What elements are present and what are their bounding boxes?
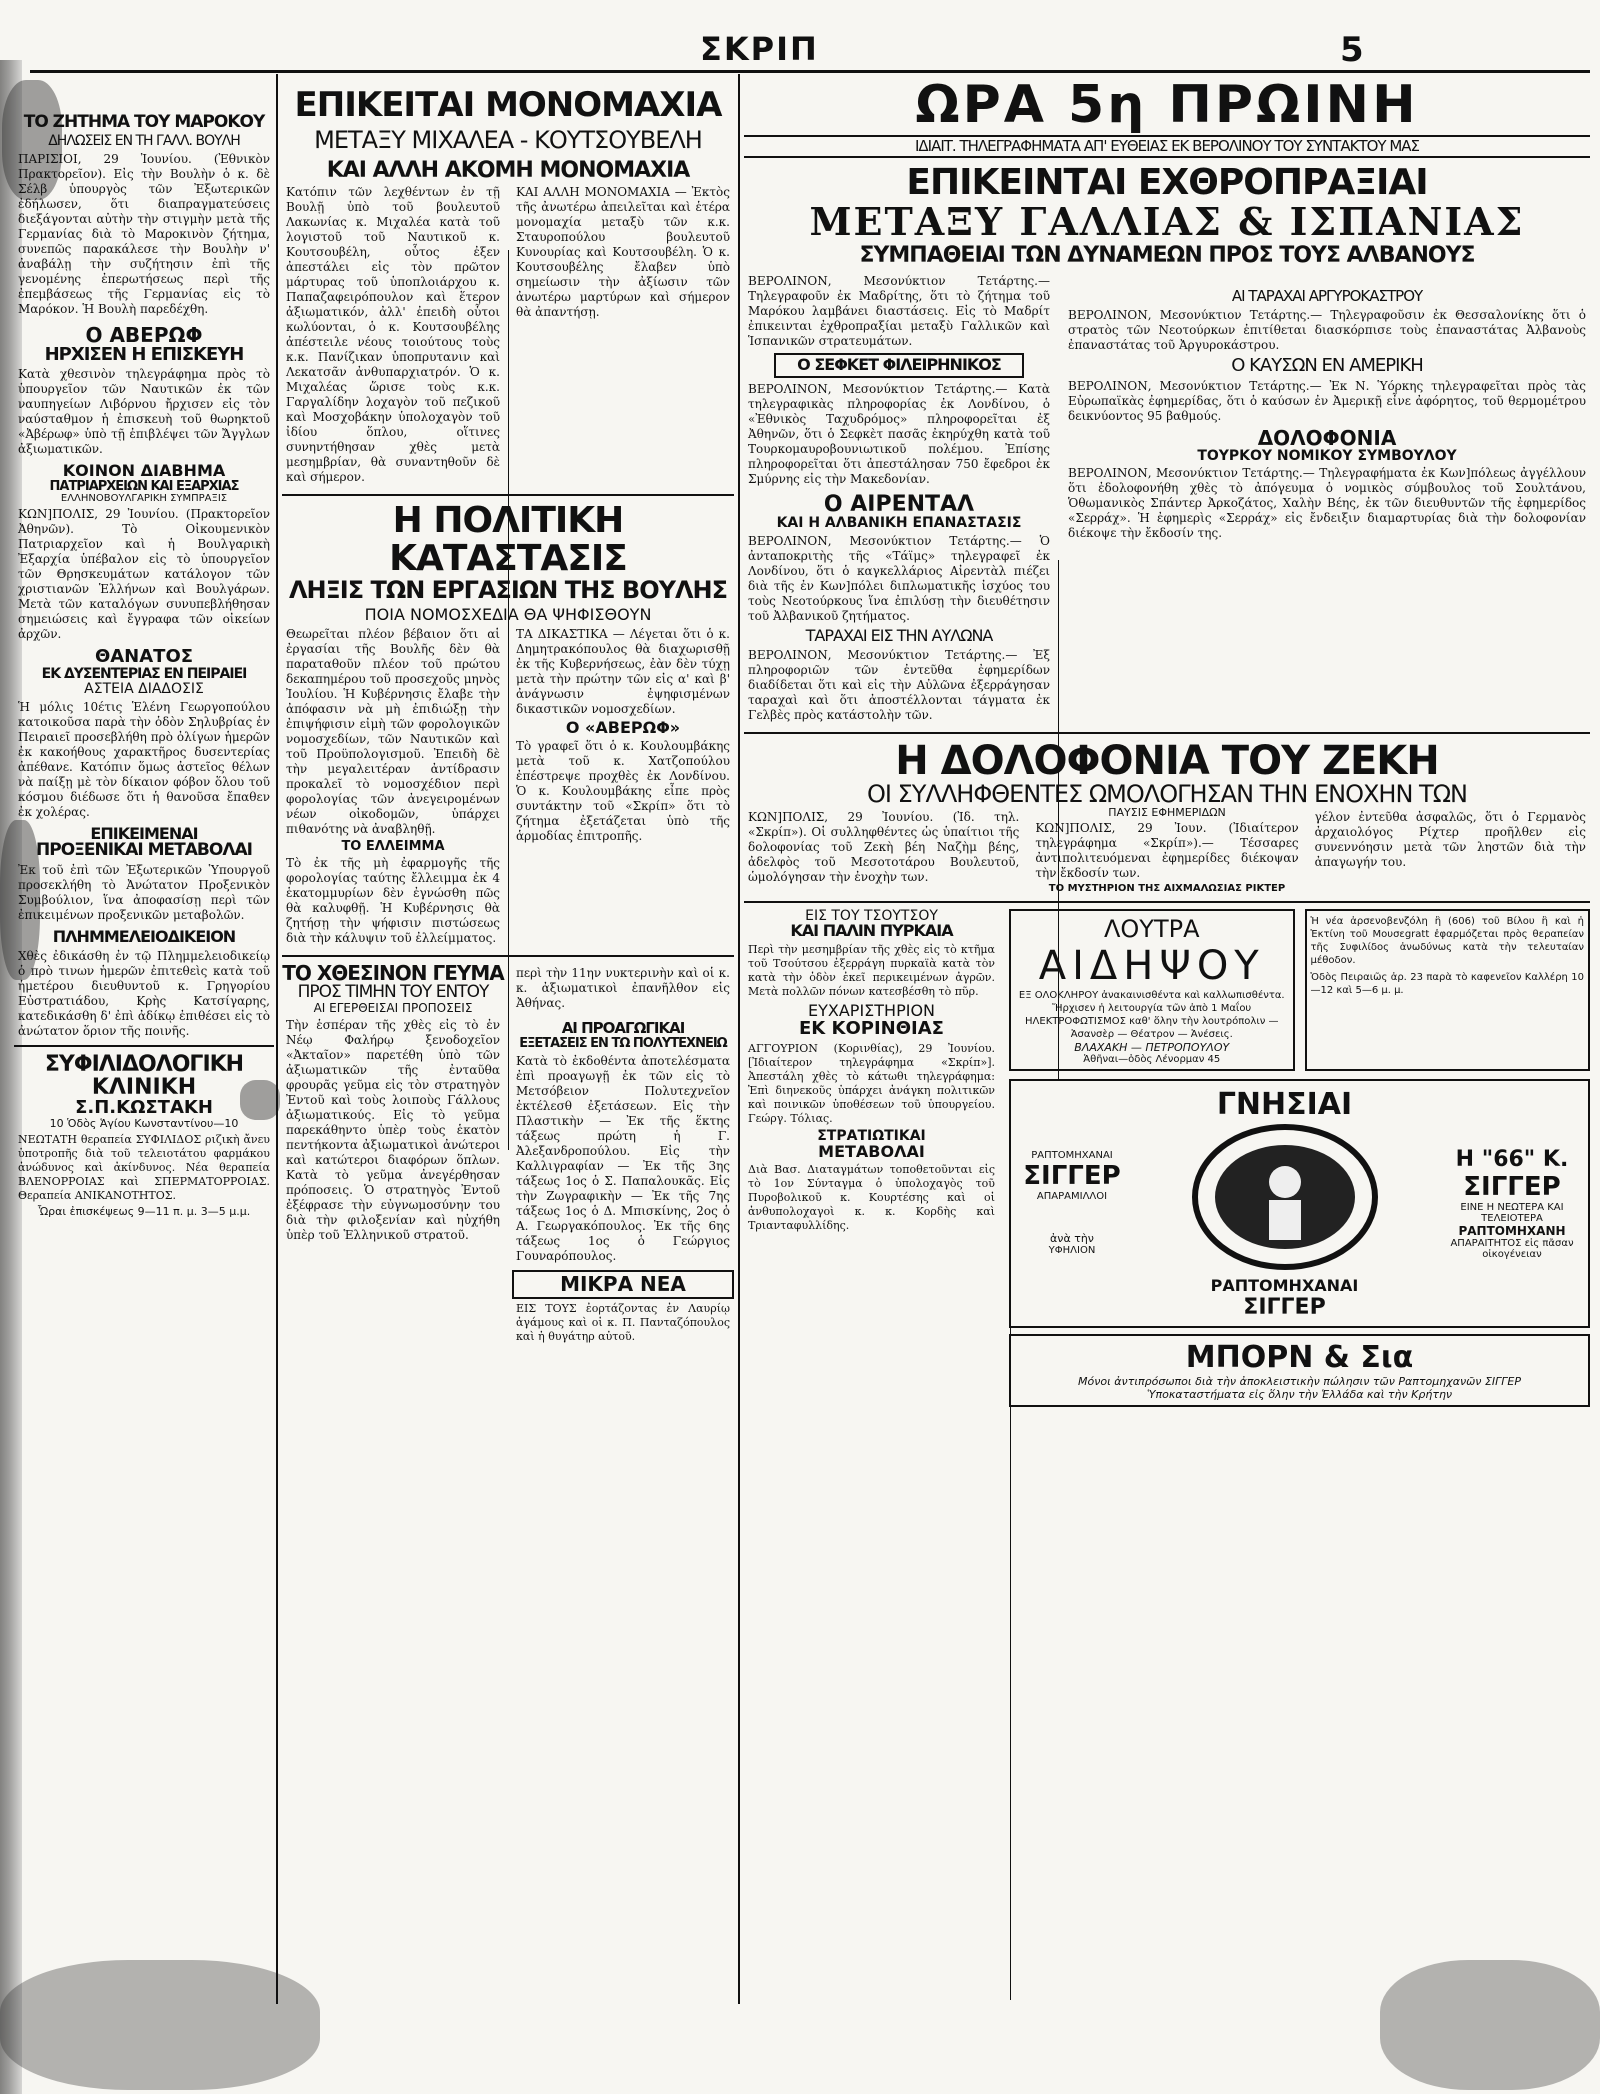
banner-headline: ΩΡΑ 5η ΠΡΩΙΝΗ [915,75,1419,135]
divider [744,732,1590,734]
article-text: Κατόπιν τῶν λεχθέντων ἐν τῇ Βουλῇ ὑπὸ τοῦ βουλευτοῦ Λακωνίας κ. Μιχαλέα κατὰ τοῦ λογιστοῦ τοῦ Ναυτικοῦ κ. Κουτσουβέλη, οὗτος ἐξεν ἀπεστάλει εἰς τὸν πρῶτον μάρτυρας τοῦ ὑποπλοιάρχου κ. Παπαζαφειρόπουλον καὶ ἕτερον ἀξιωματικόν, ἀλλ' ἐπειδὴ οὗτοι κωλύονται, ὁ κ. Κουτσουβέλης ἀπέστειλε νέους τοιούτους τοὺς κ.κ. Πανίζικαν ὑποπρυτανιν καὶ Λεκατσᾶν ἀνθυπαρχιατρόν. Ὁ κ. Μιχαλέας ὥρισε τοὺς κ.κ. Γαργαλίδην λοχαγὸν τοῦ πεζικοῦ καὶ Μοσχοβάκην ὑπολοχαγὸν τοῦ ἰδίου ὅπλου, οἵτινες συνηντήθησαν χθὲς μετὰ μεσημβρίαν, θὰ συναντηθοῦν δὲ καὶ σήμερον. [286,184,500,484]
article-text: ΒΕΡΟΛΙΝΟΝ, Μεσονύκτιον Τετάρτης.— Ὁ ἀνταποκριτὴς τῆς «Τάϊμς» τηλεγραφεῖ ἐκ Λονδίνου, ὅτι ὁ καγκελλάριος Αἰρεντὰλ πιέζει διὰ τῆς ἐν Κων]πόλει διπλωματικῆς ἰσχύος του τοὺς Νεοτούρκους ἵνα ἐπιλύσῃ τὴν διευθέτησιν τοῦ Ἀλβανικοῦ ζητήματος. [748,533,1050,623]
ads-column [1009,909,1590,1407]
ad-title: ΜΠΟΡΝ & Σια [1185,1339,1414,1375]
article-text: ΕΙΣ ΤΟΥΣ ἐορτάζοντας ἐν Λαυρίῳ ἀγάμους καὶ οἱ κ. Π. Πανταζόπουλος καὶ ἡ θυγάτηρ αὐτοῦ. [516,1301,730,1343]
ad-line: Η "66" Κ. [1455,1146,1569,1172]
ad-line: ἀνὰ τὴν [1050,1232,1094,1246]
right-half [744,74,1590,1999]
section-heading: ΠΑΥΣΙΣ ΕΦΗΜΕΡΙΔΩΝ [1108,805,1226,819]
column-rule [276,74,278,2004]
ad-text: Ἡ νέα ἀρσενοβενζόλη ἢ (606) τοῦ Βίλου ἢ καὶ ἡ Ἐκτίνη τοῦ Μουσεgratt ἐφαρμόζεται πρὸς θεραπείαν τῆς Συφιλίδος ἀνωδύνως κατὰ τὴν τελευταίαν μέθοδον. [1310,915,1584,966]
column-1 [14,74,274,1999]
article-text: Ἡ μόλις 10έτις Ἑλένη Γεωργοπούλου κατοικοῦσα παρὰ τὴν ὁδὸν Σηλυβρίας ἐν Πειραιεῖ προσεβλήθη πρὸ ὀλίγων ἡμερῶν ἐκ κακοήθους χαρακτῆρος δυσεντερίας ἀπέθανε. Κατόπιν ὅμως ἀστεῖος θέλων νὰ παίξῃ μὲ τὸν δίκαιον φόβον ὅλου τοῦ κόσμου διέδωσε ὅτι ἡ θανοῦσα ἔπαθεν ἐκ χολέρας. [18,699,270,819]
ad-line: ΡΑΠΤΟΜΗΧΑΝΗ [1458,1223,1566,1238]
headline: ΠΛΗΜΜΕΛΕΙΟΔΙΚΕΙΟΝ [52,927,236,947]
text-column [282,963,504,1346]
text-column [744,909,999,1407]
article-text: ΤΑ ΔΙΚΑΣΤΙΚΑ — Λέγεται ὅτι ὁ κ. Δημητρακόπουλος θὰ διαχωρισθῇ ἐκ τῆς Κυβερνήσεως, ἐὰν δὲν τύχῃ μετὰ τὴν πρώτην τῶν εἰς α' καὶ β' ἀνάγνωσιν ἐψηφισμένων δικαστικῶν νομοσχεδίων. [516,626,730,716]
advert-singer [1009,1079,1590,1328]
article-text: Κατὰ χθεσινὸν τηλεγράφημα πρὸς τὸ ὑπουργεῖον τῶν Ναυτικῶν ἐκ τῶν ναυπηγείων Λιβόρνου ἤρχισεν εἰς τὸν ναύσταθμον ἡ ἐπισκευὴ τοῦ θωρηκτοῦ «Ἀβέρωφ» ὑπὸ τῇ ἐπιβλέψει τῶν Ἄγγλων ἀξιωματικῶν. [18,367,270,457]
subheadline: ΕΚ ΚΟΡΙΝΘΙΑΣ [799,1018,944,1040]
subheadline: ΕΞΕΤΑΣΕΙΣ ΕΝ ΤΩ ΠΟΛΥΤΕΧΝΕΙΩ [519,1035,727,1051]
ad-row [1009,909,1590,1071]
section-heading: ΤΟ ΜΥΣΤΗΡΙΟΝ ΤΗΣ ΑΙΧΜΑΛΩΣΙΑΣ ΡΙΚΤΕΡ [1048,883,1286,895]
article-text: ΚΩΝ]ΠΟΛΙΣ, 29 Ἰουνίου. (Πρακτορεῖον Ἀθηνῶν). Τὸ Οἰκουμενικὸν Πατριαρχεῖον καὶ ἡ Βουλγαρικὴ Ἐξαρχία ὑπέβαλον εἰς τὸ ὑπουργεῖον τῶν Θρησκευμάτων κατάλογον τῶν χριστιανῶν Ἑλλήνων καὶ Βουλγάρων. Μετὰ τῶν καταλόγων συνυπεβλήθησαν σημειώσεις καὶ ἔγγραφα τῶν οἰκείων ἀρχῶν. [18,507,270,642]
article-text: γέλον ἐντεῦθα ἀσφαλῶς, ὅτι ὁ Γερμανὸς ἀρχαιολόγος Ρίχτερ προῆλθεν εἰς συνεννόησιν μετὰ τῶν ληστῶν διὰ τὴν ἀπαγωγήν του. [1314,809,1586,869]
text-column [1064,271,1590,725]
ad-line: ΕΙΝΕ Η ΝΕΩΤΕΡΑ ΚΑΙ ΤΕΛΕΙΟΤΕΡΑ [1460,1201,1564,1224]
ad-text: Μόνοι ἀντιπρόσωποι διὰ τὴν ἀποκλειστικὴν πώλησιν τῶν Ραπτομηχανῶν ΣΙΓΓΕΡ [1077,1374,1521,1388]
two-col-text [744,271,1590,725]
article-text: ΒΕΡΟΛΙΝΟΝ, Μεσονύκτιον Τετάρτης.— Ἐκ Ν. Ὑόρκης τηλεγραφεῖται πρὸς τὰς Εὐρωπαϊκὰς ἐφημερίδας, ὅτι ὁ καύσων ἐν Ἀμερικῇ εἶνε ἀφόρητος, τοῦ θερμομέτρου δεικνύοντος 95 βαθμούς. [1068,378,1586,423]
ad-hours: Ὧραι ἐπισκέψεως 9—11 π. μ. 3—5 μ.μ. [37,1204,251,1218]
advert-aidipsos [1009,909,1295,1071]
text-column [1031,807,1302,895]
subheadline: ΠΡΟΞΕΝΙΚΑΙ ΜΕΤΑΒΟΛΑΙ [36,840,252,861]
article-text: ΒΕΡΟΛΙΝΟΝ, Μεσονύκτιον Τετάρτης.— Τηλεγραφοῦσιν ἐκ Θεσσαλονίκης ὅτι ὁ στρατὸς τῶν Νεοτούρκων ἐπιτίθεται διασκόρπισε τοὺς ἐπαναστάτας Ἀλβανοὺς ἐπαναστάτας τοῦ Ἀργυροκάστρου. [1068,307,1586,352]
singer-left [1017,1150,1127,1256]
masthead-rule [30,70,1590,73]
ad-line: ΡΑΠΤΟΜΗΧΑΝΑΙ [1031,1150,1113,1162]
subheadline: ΠΡΟΣ ΤΙΜΗΝ ΤΟΥ ΕΝΤΟΥ [297,982,489,1003]
divider [282,494,734,496]
article-text: Διὰ Βασ. Διαταγμάτων τοποθετοῦνται εἰς τὸ 1ον Σύνταγμα ὁ ὑπολοχαγὸς τοῦ Πυροβολικοῦ κ. Κουρτέσης καὶ οἱ ἀνθυπολοχαγοὶ κ. κ. Κορδὴς καὶ Τριανταφυλλίδης. [748,1163,995,1233]
subheadline: ΛΗΞΙΣ ΤΩΝ ΕΡΓΑΣΙΩΝ ΤΗΣ ΒΟΥΛΗΣ [288,575,728,604]
paper-name: ΣΚΡΙΠ [700,30,819,68]
subheadline: ΣΥΜΠΑΘΕΙΑΙ ΤΩΝ ΔΥΝΑΜΕΩΝ ΠΡΟΣ ΤΟΥΣ ΑΛΒΑΝΟΥΣ [859,243,1475,269]
headline: ΣΤΡΑΤΙΩΤΙΚΑΙ [817,1127,926,1144]
section-heading: ΤΟ ΕΛΛΕΙΜΜΑ [341,838,445,854]
article-text: Θεωρεῖται πλέον βέβαιον ὅτι αἱ ἐργασίαι τῆς Βουλῆς δὲν θὰ παραταθοῦν πλέον τοῦ πρώτου δεκαπημέρου τοῦ προσεχοῦς μηνὸς Ἰουλίου. Ἡ Κυβέρνησις ἔλαβε τὴν ἀπόφασιν νὰ μὴ ἐπιδιώξῃ τὴν ἐπιψήφισιν εἰμὴ τῶν φορολογικῶν νομοσχεδίων, τῶν Ναυτικῶν καὶ τοῦ Προϋπολογισμοῦ. Ἐπειδὴ δὲ τὴν μεγαλειτέραν ἀντίδρασιν προκαλεῖ τὸ νομοσχέδιον περὶ φορολογίας τῶν ἀνεγειρομένων νέων οἰκοδομῶν, ὑπάρχει πιθανότης νὰ ἀναβληθῇ. [286,626,500,836]
ad-line: ΡΑΠΤΟΜΗΧΑΝΑΙ [1210,1275,1359,1295]
ad-address: 10 Ὁδὸς Ἁγίου Κωνσταντίνου—10 [49,1117,239,1131]
headline: ΜΙΚΡΑ ΝΕΑ [512,1270,734,1299]
headline: Η ΠΟΛΙΤΙΚΗ ΚΑΤΑΣΤΑΣΙΣ [389,499,627,579]
divider [14,1045,274,1047]
article-text: Τὸ ἐκ τῆς μὴ ἐφαρμογῆς τῆς φορολογίας ταύτης ἔλλειμμα ἐκ 4 ἑκατομμυρίων δὲν ἐγνώσθη πῶς θὰ καλυφθῇ. Ἡ Κυβέρνησις θὰ ζητήσῃ τὴν ψήφισιν πιστώσεως διὰ τὴν κάλυψιν τοῦ ἐλλείμματος. [286,856,500,946]
ad-address: Ἀθῆναι—ὁδὸς Λένορμαν 45 [1083,1053,1221,1065]
headline: ΕΙΣ ΤΟΥ ΤΣΟΥΤΣΟΥ [805,907,938,924]
headline: ΕΠΙΚΕΙΤΑΙ ΜΟΝΟΜΑΧΙΑ [294,85,722,125]
text-column [512,624,734,950]
subheadline: ΑΙ ΕΓΕΡΘΕΙΣΑΙ ΠΡΟΠΟΣΕΙΣ [313,1001,473,1016]
headline: Η ΔΟΛΟΦΟΝΙΑ ΤΟΥ ΖΕΚΗ [895,737,1439,784]
headline: ΕΥΧΑΡΙΣΤΗΡΙΟΝ [808,1001,935,1021]
masthead [0,30,1600,70]
subheadline: ΠΟΙΑ ΝΟΜΟΣΧΕΔΙΑ ΘΑ ΨΗΦΙΣΘΟΥΝ [364,604,652,624]
column-2-3 [282,74,734,1999]
advert-clinic [1305,909,1591,1071]
bottom-row [744,909,1590,1407]
two-col-text [282,182,734,488]
headline: ΕΠΙΚΕΙΜΕΝΑΙ [90,823,198,843]
divider [282,955,734,957]
headline: ΚΟΙΝΟΝ ΔΙΑΒΗΜΑ [62,461,226,481]
headline: ΑΙ ΠΡΟΑΓΩΓΙΚΑΙ [561,1019,685,1038]
subheadline: ΔΗΛΩΣΕΙΣ ΕΝ ΤΗ ΓΑΛΛ. ΒΟΥΛΗ [48,132,240,149]
article-text: ΒΕΡΟΛΙΝΟΝ, Μεσονύκτιον Τετάρτης.— Τηλεγραφοῦν ἐκ Μαδρίτης, ὅτι τὸ ζήτημα τοῦ Μαρόκου λαμβάνει διαστάσεις. Εἰς τὸ Μαδρίτ ἐπικεινται ἐχθροπραξίαι μεταξὺ Γαλλικῶν καὶ Ἱσπανικῶν στρατευμάτων. [748,274,1050,349]
article-text: ΠΑΡΙΣΙΟΙ, 29 Ἰουνίου. (Ἐθνικὸν Πρακτορεῖον). Εἰς τὴν Βουλὴν ὁ κ. δὲ Σέλβ ὑπουργὸς τῶν Ἐξωτερικῶν ἐδήλωσεν, ὅτι διαπραγματεύσεις διεξάγονται αὐτὴν τὴν στιγμὴν μετὰ τῆς Γερμανίας διὰ τὸ Μαροκινὸν ζήτημα, συνεπῶς παρακάλεσε τὴν Βουλὴν ν' ἀναβάλῃ τὴν συζήτησιν ἐπὶ τῆς γενομένης ἐπερωτήσεως περὶ τῆς ἐπεμβάσεως τῆς Γερμανίας εἰς τὸ Μαρόκον. Ἡ Βουλὴ παρεδέχθη. [18,151,270,316]
subheadline: ΕΛΛΗΝΟΒΟΥΛΓΑΡΙΚΗ ΣΥΜΠΡΑΞΙΣ [60,492,228,504]
headline: ΑΙ ΤΑΡΑΧΑΙ ΑΡΓΥΡΟΚΑΣΤΡΟΥ [1231,287,1423,306]
text-column [282,624,504,950]
subheadline: ΗΡΧΙΣΕΝ Η ΕΠΙΣΚΕΥΗ [44,343,244,365]
article-text: περὶ τὴν 11ην νυκτερινὴν καὶ οἱ κ. κ. ἀξιωματικοὶ ἐπανῆλθον εἰς Ἀθήνας. [516,966,730,1011]
article-text: ΚΩΝ]ΠΟΛΙΣ, 29 Ἰουνίου. (Ἰδ. τηλ. «Σκρίπ»). Οἱ συλληφθέντες ὡς ὑπαίτιοι τῆς δολοφονίας τοῦ Ζεκὴ βέη Ναζὴμ βέης, ἀδελφὸς τοῦ Μεσοτοτάρου Βουλευτοῦ, ὡμολόγησαν τὴν ἐνοχὴν των. [748,809,1020,884]
singer-right [1442,1147,1582,1260]
three-col-text [744,807,1590,895]
article-text: Περὶ τὴν μεσημβρίαν τῆς χθὲς εἰς τὸ κτῆμα τοῦ Τσούτσου ἐξερράγη πυρκαϊὰ κατὰ τὸν κατὰ τὴν ὁδὸν ἐκεῖ περικειμένων ἀγρῶν. Μετὰ πολλῶν πόνων κατεσβέσθη τὸ πῦρ. [748,943,995,999]
ad-text: ΝΕΩΤΑΤΗ θεραπεία ΣΥΦΙΛΙΔΟΣ ριζικὴ ἄνευ ὑποτροπῆς διὰ τοῦ τελειοτάτου φαρμάκου ἀνώδυνος καὶ ἀκίνδυνος. Νέα θεραπεία ΒΛΕΝΟΡΡΟΙΑΣ καὶ ΣΠΕΡΜΑΤΟΡΡΟΙΑΣ. Θεραπεία ΑΝΙΚΑΝΟΤΗΤΟΣ. [18,1132,270,1202]
ad-line: ΥΦΗΛΙΟΝ [1048,1245,1096,1257]
two-col-text [282,963,734,1346]
ad-doctor: Σ.Π.ΚΩΣΤΑΚΗ [75,1097,213,1119]
headline: ΤΟ ΧΘΕΣΙΝΟΝ ΓΕΥΜΑ [282,961,504,986]
subheadline: ΟΙ ΣΥΛΛΗΦΘΕΝΤΕΣ ΩΜΟΛΟΓΗΣΑΝ ΤΗΝ ΕΝΟΧΗΝ ΤΩΝ [867,779,1467,808]
page-number: 5 [1340,30,1364,70]
article-text: ΒΕΡΟΛΙΝΟΝ, Μεσονύκτιον Τετάρτης.— Ἐξ πληροφοριῶν τῶν ἐντεῦθα ἐφημερίδων διαδίδεται ὅτι καὶ εἰς τὴν Αὐλῶνα ἐξερράγησαν ταραχαὶ καὶ ὅτι ἀποστέλλονται τάγματα ἐκ Γελβὲς πρὸς κατάστολὴν τῶν. [748,647,1050,722]
column-rule [738,74,740,2004]
article-text: Κατὰ τὸ ἐκδοθέντα ἀποτελέσματα ἐπὶ προαγωγῇ ἐκ τῶν εἰς τὸ Μετσόβειον Πολυτεχνεῖον ἐκτέλεσθ ἐξετάσεων. Εἰς τὴν Πλαστικὴν — Ἐκ τῆς ἕκτης τάξεως πρώτη ἡ Γ. Ἀλεξανδροπούλου. Εἰς τὴν Καλλιγραφίαν — Ἐκ τῆς 3ης τάξεως 1ος ὁ Σ. Παπαλουκᾶς. Εἰς τὴν Ζωγραφικὴν — Ἐκ τῆς 7ης τάξεως 1ος ὁ Δ. Μπισκίνης, 2ος ὁ Α. Γεωργακόπουλος. Ἐκ τῆς 6ης τάξεως 1ος ὁ Γεώργιος Γουναρόπουλος. [516,1053,730,1263]
article-text: Χθὲς ἐδικάσθη ἐν τῷ Πλημμελειοδικείῳ ὁ πρὸ τινων ἡμερῶν ἐπιτεθεὶς κατὰ τοῦ ἡμετέρου διευθυντοῦ κ. Γρηγορίου Εὐστρατιάδου, Κρὴς Κατσίγαρης, κατεδικάσθη δ' ἐπὶ ἀδίκῳ ἐπιθέσει εἰς τὸ ἀνώτατον ὅριον τῆς ποινῆς. [18,949,270,1039]
subheadline: ΚΑΙ ΠΑΛΙΝ ΠΥΡΚΑΙΑ [790,921,953,941]
ad-signature: ΒΛΑΧΑΚΗ — ΠΕΤΡΟΠΟΥΛΟΥ [1074,1040,1230,1054]
ad-pretitle: ΛΟΥΤΡΑ [1103,914,1200,943]
singer-emblem [1133,1087,1436,1320]
ad-line: ΑΠΑΡΑΜΙΛΛΟΙ [1036,1191,1108,1203]
ad-line: ΣΙΓΓΕΡ [1463,1171,1561,1202]
subheadline: ΜΕΤΑΞΥ ΜΙΧΑΛΕΑ - ΚΟΥΤΣΟΥΒΕΛΗ [314,125,702,154]
headline: ΜΕΤΑΞΥ ΓΑΛΛΙΑΣ & ΙΣΠΑΝΙΑΣ [809,199,1525,245]
headline: ΤΟ ΖΗΤΗΜΑ ΤΟΥ ΜΑΡΟΚΟΥ [23,112,265,132]
subheadline: ΕΚ ΔΥΣΕΝΤΕΡΙΑΣ ΕΝ ΠΕΙΡΑΙΕΙ [41,666,247,683]
headline: Ο ΚΑΥΣΩΝ ΕΝ ΑΜΕΡΙΚΗ [1231,354,1423,376]
headline: Ο ΑΒΕΡΩΦ [85,322,203,347]
ad-line: ΣΙΓΓΕΡ [1023,1161,1121,1192]
ad-text: Ὑποκαταστήματα εἰς ὅλην τὴν Ἑλλάδα καὶ τὴν Κρήτην [1146,1387,1453,1401]
sewing-woman-emblem [1185,1122,1385,1272]
divider [744,901,1590,903]
article-text: ΚΩΝ]ΠΟΛΙΣ, 29 Ἰουν. (Ἰδιαίτερον τηλεγράφημα «Σκρίπ»).— Τέσσαρες ἀντιπολιτευόμεναι ἐφημερίδες διέκοψαν τὴν ἔκδοσίν των. [1035,821,1299,881]
subheadline: ΑΣΤΕΙΑ ΔΙΑΔΟΣΙΣ [84,680,204,697]
ad-title: ΑΙΔΗΨΟΥ [1038,942,1265,989]
subheadline: ΜΕΤΑΒΟΛΑΙ [818,1141,925,1161]
headline: Ο ΣΕΦΚΕΤ ΦΙΛΕΙΡΗΝΙΚΟΣ [774,353,1024,378]
headline: ΔΟΛΟΦΟΝΙΑ [1257,425,1397,450]
subheadline: ΤΟΥΡΚΟΥ ΝΟΜΙΚΟΥ ΣΥΜΒΟΥΛΟΥ [1197,447,1457,464]
two-col-text [282,624,734,950]
article-text: ΑΓΓΟΥΡΙΟΝ (Κορινθίας), 29 Ἰουνίου. [Ἰδιαίτερον τηλεγράφημα «Σκρίπ»]. Ἀπεστάλη χθὲς τὸ κάτωθι τηλεγράφημα: Ἐπὶ διηνεκοῦς ὑπάρχει ἀνάγκη πολιτικῶν καὶ ποινικῶν ὑποθέσεων τοῦ ὑπουργείου. Γεώργ. Τόλιας. [748,1041,995,1125]
ad-title: ΣΥΦΙΛΙΔΟΛΟΓΙΚΗ [44,1052,244,1078]
advert-born [1009,1334,1590,1407]
headline: ΕΠΙΚΕΙΝΤΑΙ ΕΧΘΡΟΠΡΑΞΙΑΙ [906,162,1428,204]
ad-line: ΣΙΓΓΕΡ [1243,1294,1326,1320]
headline: ΤΑΡΑΧΑΙ ΕΙΣ ΤΗΝ ΑΥΛΩΝΑ [805,625,993,645]
subheadline: ΠΑΤΡΙΑΡΧΕΙΩΝ ΚΑΙ ΕΞΑΡΧΙΑΣ [49,479,239,495]
article-text: Ἐκ τοῦ ἐπὶ τῶν Ἐξωτερικῶν Ὑπουργοῦ προσεκλήθη τὸ Ἀνώτατον Προξενικὸν Συμβούλιον, ἵνα ἀποφασίσῃ περὶ τῶν ἐπικειμένων προξενικῶν μεταβολῶν. [18,863,270,923]
headline: Ο ΑΙΡΕΝΤΑΛ [823,491,975,517]
article-text: ΚΑΙ ΑΛΛΗ ΜΟΝΟΜΑΧΙΑ — Ἐκτὸς τῆς ἀνωτέρω ἀπειλεῖται καὶ ἑτέρα μονομαχία μεταξὺ τῶν κ.κ. Σταυροπούλου βουλευτοῦ Κυνουρίας καὶ Κουτσουβέλη. Ὁ κ. Κουτσουβέλης ἔλαβεν ὑπὸ σημείωσιν τὴν ἀξίωσιν τῶν ἀνωτέρω μαρτύρων καὶ σήμερον θὰ ἀπαντήσῃ. [516,184,730,319]
ad-line: ΑΠΑΡΑΙΤΗΤΟΣ εἰς πᾶσαν οἰκογένειαν [1450,1237,1574,1260]
headline: ΘΑΝΑΤΟΣ [94,646,194,668]
article-text: Τὸ γραφεῖ ὅτι ὁ κ. Κουλουμβάκης μετὰ τοῦ κ. Χατζοπούλου ἐπέστρεψε προχθὲς ἐκ Λονδίνου. Ὁ κ. Κουλουμβάκης εἶπε πρὸς συντάκτην τοῦ «Σκρίπ» ὅτι τὸ ζήτημα ἐξετάζεται ὑπὸ τῆς ἁρμοδίας ἐπιτροπῆς. [516,739,730,844]
ad-address: Ὁδὸς Πειραιῶς ἀρ. 23 παρὰ τὸ καφενεῖον Καλλέρη 10—12 καὶ 5—6 μ. μ. [1310,971,1584,996]
article-text: Τὴν ἑσπέραν τῆς χθὲς εἰς τὸ ἐν Νέῳ Φαλήρῳ ξενοδοχεῖον «Ἀκταῖον» παρετέθη ὑπὸ τῶν ἀξιωματικῶν τῆς ἐνταῦθα φρουρᾶς γεῦμα εἰς τὸν στρατηγὸν Ἐντοῦ καὶ τοὺς λοιποὺς Γάλλους ἀξιωματικούς. Εἰς τὸ γεῦμα παρεκάθηντο ὑπὲρ τοὺς ἑκατὸν πεντήκοντα ἀξιωματικοὶ ἀνώτεροι καὶ κατώτεροι διαφόρων ὅπλων. Κατὰ τὸ γεῦμα ἀνεγέρθησαν πρόποσεις. Ὁ στρατηγὸς Ἐντοῦ ἐξέφρασε τὴν εὐγνωμοσύνην του διὰ τὴν φιλοξενίαν καὶ ηὐχήθη ὑπὲρ τοῦ Ἑλληνικοῦ στρατοῦ. [286,1017,500,1242]
ad-title: ΚΛΙΝΙΚΗ [91,1075,197,1101]
subheadline: ΚΑΙ Η ΑΛΒΑΝΙΚΗ ΕΠΑΝΑΣΤΑΣΙΣ [776,515,1022,532]
subheadline: ΚΑΙ ΑΛΛΗ ΑΚΟΜΗ ΜΟΝΟΜΑΧΙΑ [326,157,690,183]
banner-subheadline: ΙΔΙΑΙΤ. ΤΗΛΕΓΡΑΦΗΜΑΤΑ ΑΠ' ΕΥΘΕΙΑΣ ΕΚ ΒΕΡΟΛΙΝΟΥ ΤΟΥ ΣΥΝΤΑΚΤΟΥ ΜΑΣ [744,135,1590,159]
ad-arc-text: ΓΝΗΣΙΑΙ [1216,1086,1353,1122]
text-column [512,963,734,1346]
article-text: ΒΕΡΟΛΙΝΟΝ, Μεσονύκτιον Τετάρτης.— Τηλεγραφήματα ἐκ Κων]πόλεως ἀγγέλλουν ὅτι ἐδολοφονήθη χθὲς τὸ ἀπόγευμα ὁ νομικὸς σύμβουλος τοῦ Σουλτάνου, Ὁθωμανικὸς Σπάντερ Ἀρκοζάτος, Χαλὴν Βέης, ἐκ τῶν διευθυντῶν τῆς ἐφημερίδος «Σερράχ». Ἡ ἐφημερὶς «Σερράχ» εἰς ἔνδειξιν διαμαρτυρίας διὰ τὴν δολοφονίαν διέκοψε τὴν ἔκδοσίν της. [1068,466,1586,541]
article-text: ΒΕΡΟΛΙΝΟΝ, Μεσονύκτιον Τετάρτης.— Κατὰ τηλεγραφικὰς πληροφορίας ἐκ Λονδίνου, ὁ «Ἐθνικὸς Ταχυδρόμος» πληροφορεῖται ἐξ Ἀθηνῶν, ὅτι ὁ Σεφκὲτ πασᾶς ἐκηρύχθη κατὰ τοῦ Τουρκομαυροβουνιωτικοῦ πολέμου. Ἐπίσης πληροφορεῖται ὅτι ἀπεστάλησαν 750 ἔφεδροι ἐκ Σμύρνης εἰς τὴν Μακεδονίαν. [748,381,1050,486]
text-column [744,271,1054,725]
ad-text: ΕΞ ΟΛΟΚΛΗΡΟΥ ἀνακαινισθέντα καὶ καλλωπισθέντα. Ἤρχισεν ἡ λειτουργία τῶν ἀπὸ 1 Μαΐου ΗΛΕΚΤΡΟΦΩΤΙΣΜΟΣ καθ' ὅλην τὴν λουτρόπολιν — Ἀσανσὲρ — Θέατρον — Ἀνέσεις. [1018,989,1285,1040]
section-heading: Ο «ΑΒΕΡΩΦ» [565,717,681,737]
